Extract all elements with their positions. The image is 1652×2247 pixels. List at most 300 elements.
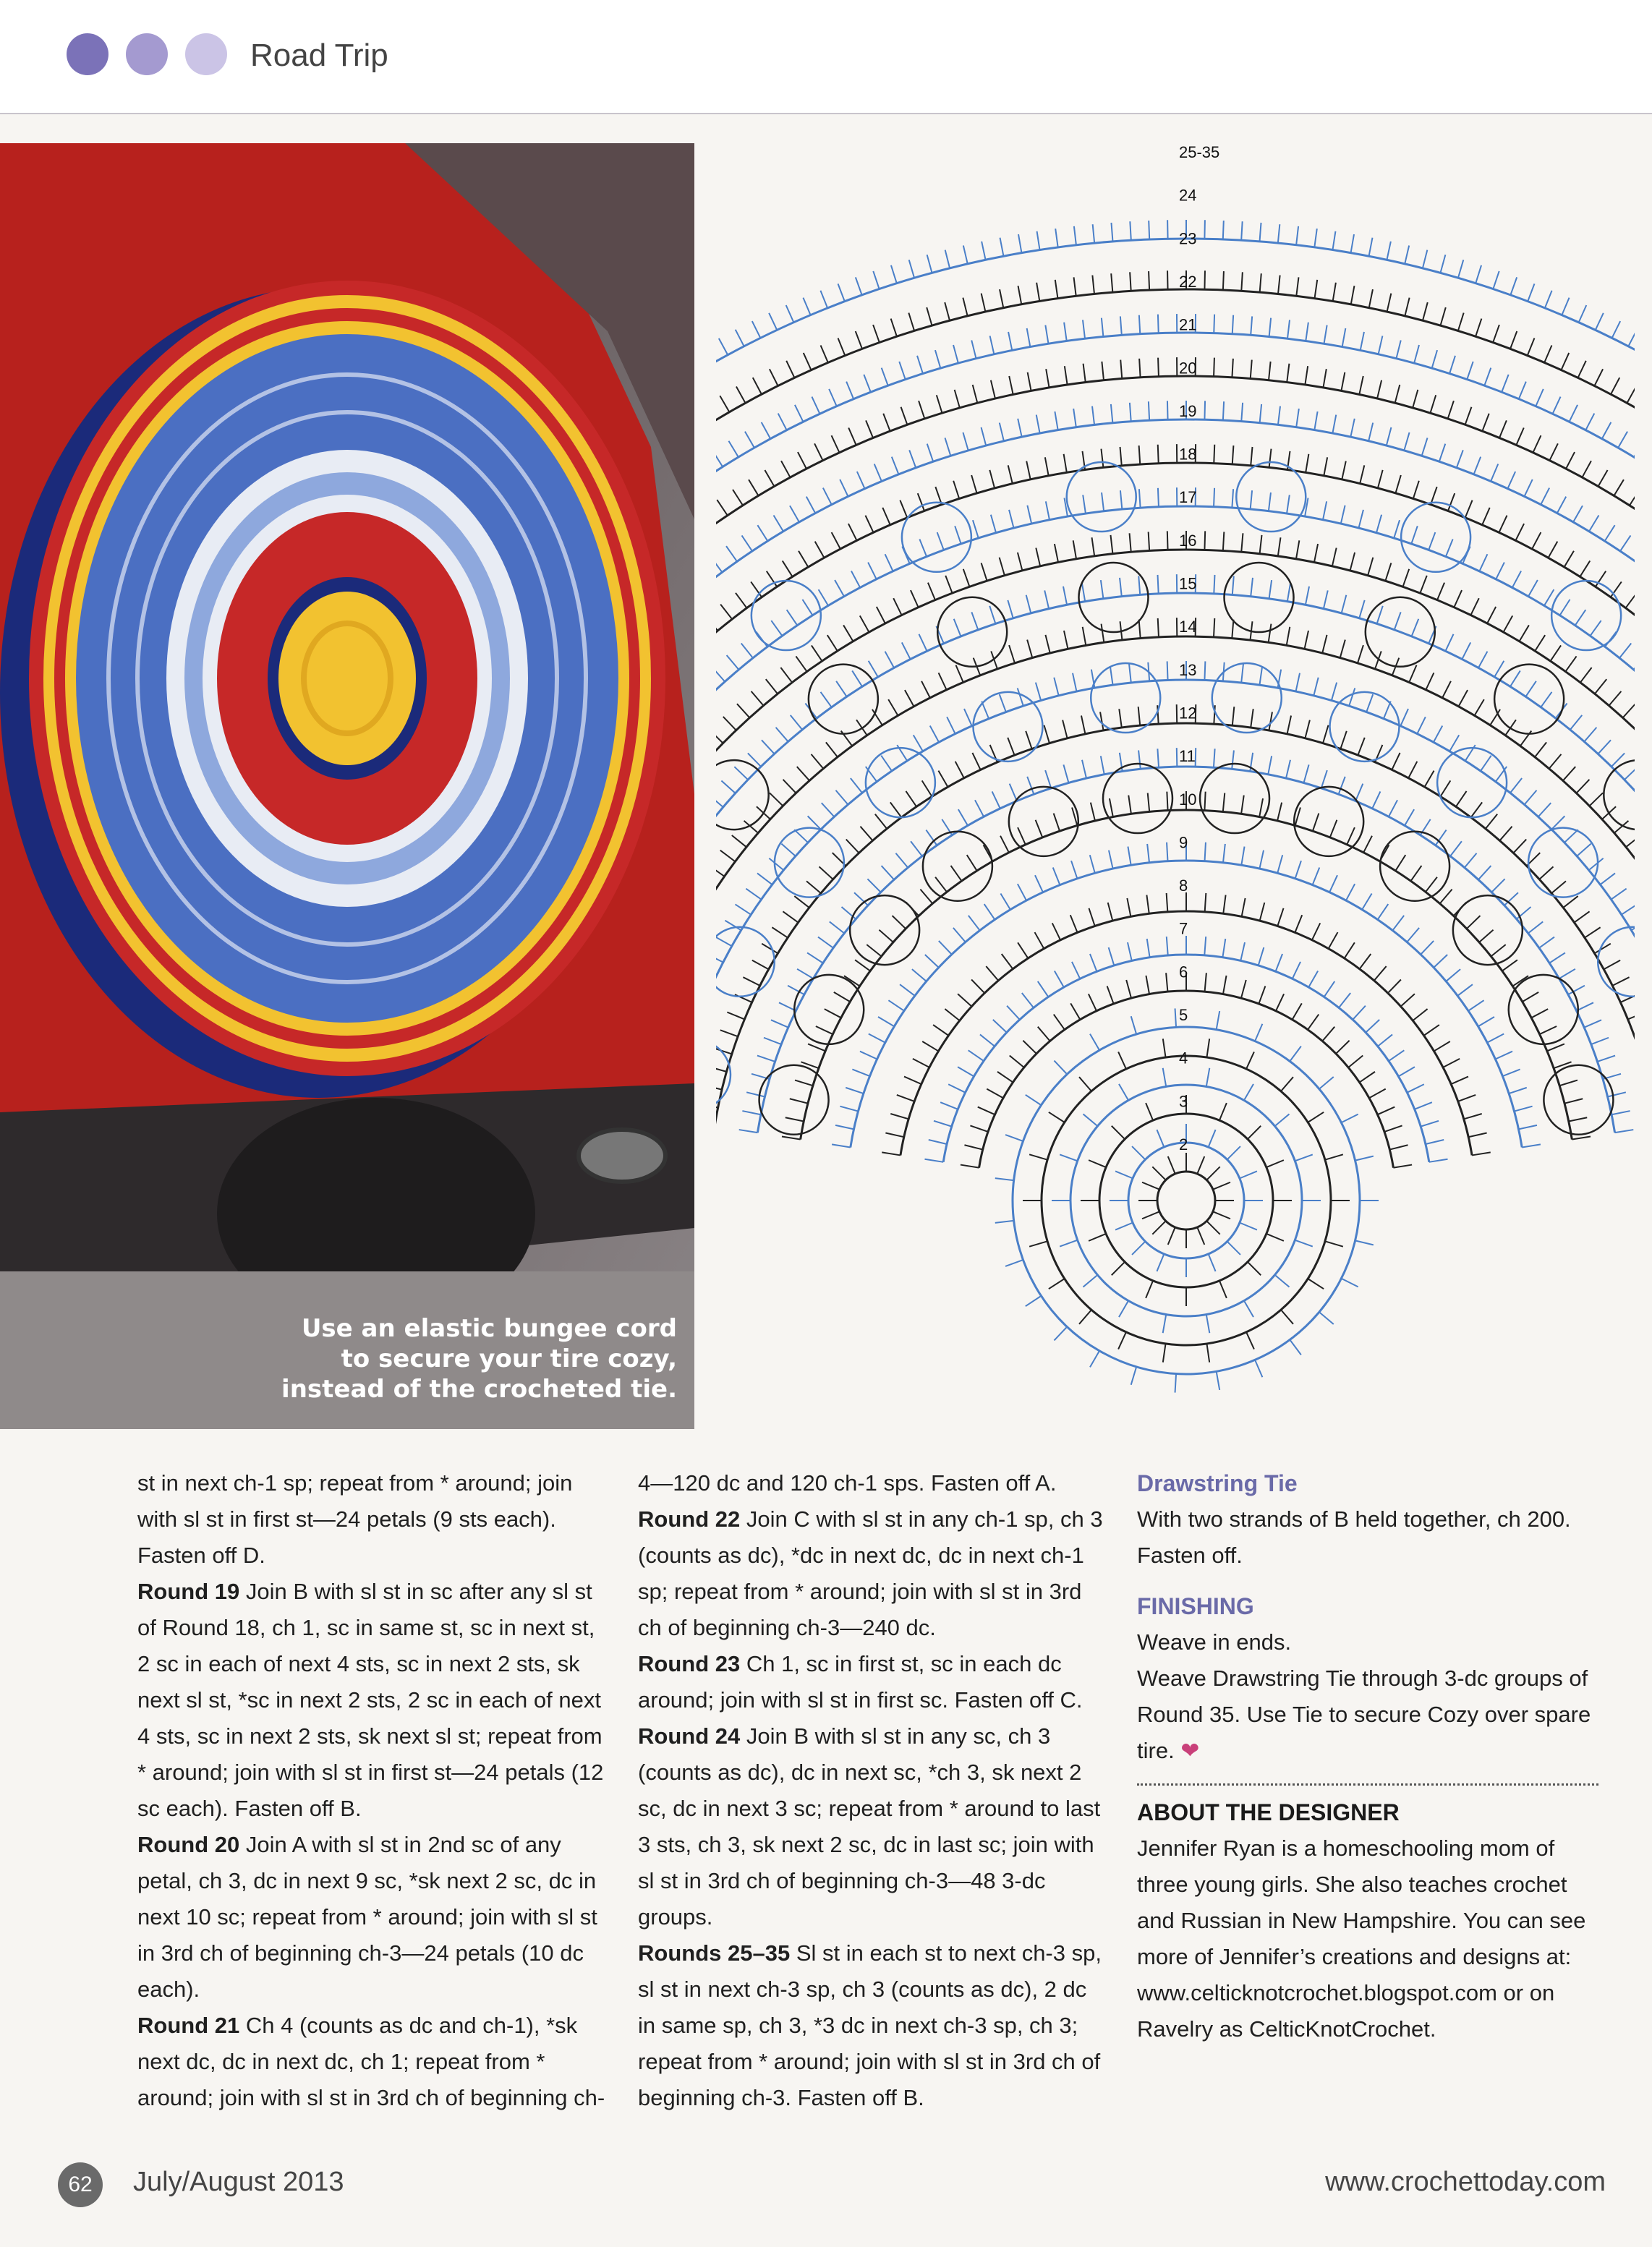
stitch-mark — [1374, 966, 1387, 981]
stitch-mark — [1368, 558, 1373, 576]
stitch-mark — [825, 1009, 841, 1018]
stitch-mark — [1232, 707, 1235, 725]
stitch-mark — [925, 955, 939, 968]
stitch-mark — [1559, 1080, 1578, 1086]
stitch-mark — [838, 283, 845, 301]
stitch-mark — [1277, 803, 1282, 821]
stitch-mark — [1611, 1111, 1630, 1114]
stitch-mark — [1083, 320, 1085, 338]
stitch-mark — [1547, 1044, 1564, 1051]
stitch-mark — [1130, 221, 1131, 240]
stitch-mark — [1308, 1015, 1319, 1030]
stitch-mark — [795, 405, 803, 422]
stitch-mark — [989, 470, 995, 488]
stitch-mark — [1305, 631, 1308, 649]
stitch-mark — [1578, 361, 1586, 378]
stitch-mark — [1519, 382, 1526, 399]
stitch-mark — [806, 881, 821, 893]
stitch-mark — [795, 1080, 813, 1086]
round-label: 9 — [1179, 833, 1188, 852]
stitch-mark — [927, 444, 933, 462]
stitch-mark — [1516, 428, 1523, 445]
stitch-mark — [1541, 692, 1551, 707]
stitch-mark — [1217, 1011, 1220, 1030]
stitch-mark — [1626, 835, 1635, 847]
stitch-mark — [1073, 540, 1076, 559]
stitch-mark — [1090, 954, 1097, 971]
stitch-mark — [1522, 1144, 1541, 1147]
stitch-mark — [963, 432, 968, 451]
stitch-mark — [1392, 753, 1400, 769]
stitch-mark — [1071, 861, 1077, 879]
stitch-mark — [1027, 777, 1034, 794]
stitch-mark — [785, 1117, 804, 1121]
stitch-mark — [1306, 587, 1309, 605]
round-23-text: Ch 1, sc in first st, sc in each dc around; join with sl st in first sc. Fasten off C. — [638, 1651, 1083, 1713]
stitch-mark — [1387, 294, 1392, 312]
stitch-mark — [851, 571, 860, 587]
stitch-mark — [1175, 1008, 1177, 1027]
stitch-mark — [1341, 1114, 1358, 1123]
stitch-mark — [806, 497, 815, 513]
stitch-mark — [860, 615, 869, 632]
stitch-mark — [967, 855, 977, 871]
round-20-paragraph — [137, 1827, 608, 2008]
stitch-mark — [919, 634, 927, 652]
stitch-mark — [717, 500, 727, 516]
round-label: 6 — [1179, 963, 1188, 981]
stitch-mark — [736, 593, 746, 608]
stitch-mark — [1241, 796, 1244, 814]
stitch-mark — [1063, 764, 1068, 783]
stitch-mark — [1314, 229, 1316, 247]
stitch-mark — [802, 600, 812, 615]
stitch-mark — [1206, 1167, 1219, 1180]
stitch-mark — [770, 793, 783, 806]
stitch-mark — [1227, 1242, 1240, 1255]
stitch-mark — [1507, 472, 1515, 489]
stitch-mark — [1290, 1340, 1301, 1355]
stitch-mark — [1426, 673, 1434, 690]
stitch-mark — [848, 428, 856, 445]
stitch-mark — [972, 753, 980, 769]
stitch-mark — [1007, 1006, 1020, 1020]
stitch-mark — [1626, 593, 1635, 608]
stitch-mark — [1570, 715, 1582, 730]
stitch-mark — [726, 546, 737, 561]
stitch-mark — [1598, 470, 1608, 487]
stitch-mark — [1000, 836, 1009, 853]
stitch-mark — [1138, 576, 1140, 595]
stitch-mark — [900, 984, 915, 996]
round-label: 16 — [1179, 531, 1197, 550]
stitch-mark — [1118, 1332, 1126, 1350]
stitch-mark — [1139, 315, 1140, 334]
stitch-mark — [885, 1133, 903, 1137]
about-designer-heading: ABOUT THE DESIGNER — [1137, 1799, 1400, 1825]
stitch-mark — [1329, 932, 1338, 949]
stitch-mark — [1614, 479, 1623, 495]
stitch-mark — [1551, 645, 1562, 661]
stitch-mark — [1269, 449, 1272, 468]
stitch-mark — [1255, 1360, 1262, 1377]
stitch-mark — [1545, 291, 1552, 308]
stitch-mark — [716, 866, 725, 877]
stitch-mark — [1502, 375, 1508, 392]
stitch-mark — [873, 325, 880, 342]
stitch-mark — [1260, 903, 1265, 921]
stitch-mark — [1168, 1156, 1175, 1174]
stitch-mark — [1564, 1099, 1583, 1103]
stitch-mark — [1479, 930, 1494, 942]
stitch-mark — [919, 401, 924, 419]
stitch-mark — [1209, 1254, 1216, 1271]
stitch-mark — [1478, 866, 1491, 879]
stitch-mark — [846, 382, 853, 399]
stitch-mark — [1278, 276, 1280, 294]
stitch-mark — [1421, 1121, 1439, 1127]
stitch-mark — [1028, 372, 1031, 391]
stitch-mark — [1557, 497, 1566, 513]
page-header — [0, 0, 1652, 113]
stitch-mark — [1525, 790, 1537, 805]
stitch-mark — [1528, 283, 1534, 301]
stitch-mark — [1481, 756, 1491, 771]
stitch-mark — [1482, 508, 1489, 525]
stitch-mark — [1232, 445, 1234, 464]
stitch-mark — [1378, 1034, 1392, 1046]
stitch-mark — [1120, 490, 1122, 509]
stitch-mark — [917, 356, 923, 374]
stitch-mark — [984, 904, 995, 919]
stitch-mark — [935, 350, 940, 368]
stitch-mark — [1570, 405, 1578, 422]
stitch-mark — [1446, 969, 1460, 981]
stitch-mark — [890, 1114, 908, 1119]
stitch-mark — [1278, 224, 1280, 243]
stitch-mark — [1350, 419, 1354, 437]
stitch-mark — [1378, 1107, 1395, 1115]
stitch-mark — [1439, 444, 1445, 462]
stitch-mark — [947, 717, 955, 733]
stitch-mark — [1595, 679, 1606, 694]
stitch-mark — [735, 904, 751, 914]
stitch-mark — [1360, 954, 1371, 969]
stitch-mark — [1072, 962, 1080, 978]
stitch-mark — [791, 715, 802, 730]
site-url[interactable]: www.crochettoday.com — [1325, 2167, 1606, 2197]
stitch-mark — [986, 966, 998, 981]
stitch-mark — [821, 692, 832, 707]
stitch-mark — [757, 525, 767, 541]
stitch-mark — [1287, 627, 1290, 646]
stitch-mark — [1126, 980, 1131, 998]
stitch-mark — [1036, 415, 1040, 434]
stitch-mark — [961, 1165, 979, 1168]
stitch-mark — [1241, 221, 1242, 240]
stitch-mark — [1241, 403, 1243, 422]
stitch-mark — [716, 616, 718, 631]
stitch-mark — [1399, 1067, 1415, 1076]
stitch-mark — [728, 441, 738, 457]
stitch-mark — [1090, 1351, 1099, 1368]
stitch-mark — [1308, 1279, 1324, 1289]
stitch-mark — [1532, 532, 1541, 549]
stitch-mark — [1631, 921, 1635, 930]
stitch-mark — [1549, 542, 1558, 558]
stitch-mark — [1083, 627, 1086, 646]
stitch-mark — [1515, 524, 1524, 540]
stitch-mark — [1128, 942, 1132, 960]
stitch-mark — [746, 1092, 765, 1096]
stitch-mark — [1232, 620, 1233, 639]
stitch-mark — [1582, 461, 1591, 477]
stitch-mark — [1458, 260, 1463, 278]
stitch-mark — [1052, 923, 1060, 939]
stitch-mark — [1269, 318, 1271, 337]
stitch-mark — [1107, 986, 1114, 1004]
stitch-mark — [1244, 1301, 1253, 1318]
stitch-mark — [1045, 457, 1049, 476]
stitch-mark — [1420, 576, 1426, 593]
stitch-mark — [1142, 1211, 1159, 1219]
stitch-mark — [1566, 452, 1575, 469]
petal-scallop — [716, 760, 769, 830]
stitch-mark — [971, 980, 984, 994]
stitch-mark — [1223, 532, 1224, 550]
stitch-mark — [1251, 316, 1252, 335]
stitch-mark — [1054, 1327, 1067, 1341]
stitch-mark — [1577, 1002, 1593, 1010]
stitch-mark — [1479, 554, 1487, 571]
stitch-mark — [971, 612, 978, 629]
stitch-mark — [1138, 750, 1141, 769]
petal-scallop — [1200, 764, 1269, 833]
stitch-mark — [753, 378, 762, 394]
stitch-mark — [1005, 1260, 1023, 1266]
stitch-mark — [1619, 644, 1631, 658]
stitch-mark — [1115, 1223, 1133, 1230]
stitch-mark — [1036, 548, 1040, 566]
stitch-mark — [1404, 432, 1409, 451]
stitch-mark — [1128, 796, 1131, 814]
stitch-mark — [1119, 1084, 1128, 1101]
stitch-mark — [1450, 841, 1462, 856]
round-label: 18 — [1179, 445, 1197, 464]
stitch-mark — [1074, 277, 1076, 296]
stitch-mark — [874, 464, 882, 482]
stitch-mark — [835, 580, 844, 597]
stitch-mark — [1269, 362, 1271, 380]
stitch-mark — [1266, 1234, 1284, 1241]
stitch-mark — [1110, 666, 1113, 685]
stitch-mark — [1163, 1039, 1166, 1057]
header-dot-1 — [67, 33, 108, 75]
petal-scallop — [1294, 787, 1363, 856]
stitch-mark — [1002, 954, 1013, 969]
stitch-mark — [971, 340, 976, 358]
stitch-mark — [945, 302, 950, 320]
stitch-mark — [846, 1088, 864, 1093]
stitch-mark — [1306, 454, 1308, 473]
stitch-mark — [1128, 847, 1131, 866]
stitch-mark — [819, 866, 833, 879]
stitch-mark — [1363, 836, 1372, 853]
stitch-mark — [1112, 1262, 1125, 1275]
stitch-mark — [716, 451, 723, 466]
stitch-mark — [716, 730, 723, 743]
stitch-mark — [1293, 962, 1300, 978]
stitch-mark — [1000, 894, 1010, 910]
stitch-mark — [1166, 973, 1167, 992]
stitch-mark — [995, 1221, 1014, 1223]
stitch-mark — [1611, 581, 1622, 597]
stitch-mark — [1584, 1020, 1601, 1027]
stitch-mark — [1323, 725, 1328, 743]
stitch-round-arc — [716, 239, 1635, 1050]
stitch-mark — [928, 583, 935, 600]
stitch-mark — [882, 508, 890, 525]
stitch-mark — [1018, 884, 1026, 900]
stitch-mark — [940, 1102, 958, 1109]
stitch-mark — [1600, 873, 1615, 884]
stitch-mark — [1281, 1077, 1293, 1091]
stitch-mark — [771, 621, 782, 636]
stitch-mark — [1424, 1025, 1439, 1036]
stitch-mark — [1596, 313, 1604, 331]
stitch-mark — [935, 877, 947, 892]
stitch-mark — [742, 1111, 760, 1114]
stitch-mark — [1332, 231, 1335, 250]
stitch-mark — [1471, 802, 1483, 817]
stitch-mark — [920, 890, 932, 904]
caption-line: to secure your tire cozy, — [341, 1344, 677, 1373]
stitch-mark — [1324, 981, 1335, 997]
stitch-mark — [1339, 993, 1350, 1007]
caption-line: instead of the crocheted tie. — [281, 1375, 677, 1404]
stitch-mark — [721, 780, 735, 793]
stitch-mark — [1512, 976, 1528, 986]
stitch-mark — [1241, 980, 1246, 998]
stitch-mark — [757, 1056, 775, 1062]
stitch-mark — [1018, 827, 1026, 845]
stitch-mark — [1355, 784, 1363, 801]
stitch-mark — [1259, 850, 1264, 869]
stitch-mark — [1411, 526, 1417, 544]
stitch-mark — [1158, 488, 1159, 507]
stitch-mark — [1029, 1241, 1047, 1246]
stitch-mark — [1395, 385, 1400, 403]
round-label: 10 — [1179, 790, 1197, 809]
stitch-mark — [1574, 911, 1589, 922]
stitch-mark — [1361, 332, 1364, 350]
stitch-mark — [1349, 688, 1355, 706]
petal-scallop — [1329, 692, 1399, 762]
stitch-mark — [913, 1059, 929, 1067]
stitch-mark — [980, 1034, 995, 1046]
stitch-mark — [838, 338, 846, 356]
stitch-mark — [739, 1130, 758, 1133]
tire-cozy-photo — [0, 143, 694, 1429]
stitch-mark — [991, 515, 996, 533]
stitch-mark — [881, 756, 892, 771]
stitch-mark — [1044, 590, 1049, 608]
photo-caption — [243, 1313, 677, 1404]
stitch-mark — [922, 780, 932, 796]
stitch-mark — [991, 380, 995, 398]
stitch-mark — [1064, 631, 1068, 649]
stitch-mark — [1037, 231, 1040, 250]
stitch-mark — [1296, 540, 1299, 559]
stitch-mark — [1204, 661, 1205, 680]
stitch-mark — [1321, 770, 1327, 788]
stitch-mark — [1241, 664, 1243, 683]
stitch-mark — [1120, 316, 1122, 335]
stitch-mark — [741, 644, 753, 658]
stitch-mark — [1022, 993, 1034, 1007]
stitch-mark — [875, 814, 887, 829]
stitch-mark — [1213, 1182, 1230, 1190]
stitch-mark — [1111, 404, 1112, 423]
stitch-mark — [1405, 298, 1409, 316]
stitch-mark — [982, 294, 986, 312]
petal-scallop — [1453, 895, 1523, 965]
stitch-mark — [1528, 921, 1543, 933]
stitch-mark — [1255, 1024, 1262, 1041]
stitch-mark — [840, 1107, 858, 1112]
finishing-heading: FINISHING — [1137, 1593, 1254, 1619]
round-label: 7 — [1179, 919, 1188, 938]
stitch-mark — [934, 1121, 952, 1127]
stitch-mark — [771, 1020, 788, 1027]
stitch-mark — [1541, 488, 1549, 505]
stitch-mark — [1368, 423, 1373, 441]
stitch-mark — [1266, 1160, 1284, 1167]
stitch-mark — [1457, 450, 1463, 467]
stitch-mark — [1251, 578, 1253, 597]
stitch-mark — [742, 535, 752, 551]
stitch-mark — [772, 927, 788, 937]
stitch-mark — [1152, 1167, 1165, 1180]
crochet-chart-diagram — [716, 137, 1635, 1439]
stitch-mark — [836, 681, 847, 697]
stitch-mark — [720, 605, 732, 619]
stitch-mark — [864, 375, 870, 392]
stitch-mark — [1223, 793, 1225, 812]
stitch-mark — [1540, 1026, 1557, 1034]
stitch-mark — [1528, 580, 1538, 597]
stitch-mark — [1138, 707, 1141, 725]
stitch-mark — [1387, 242, 1390, 260]
stitch-mark — [890, 802, 902, 817]
stitch-mark — [746, 889, 761, 900]
stitch-mark — [1213, 1211, 1230, 1219]
stitch-mark — [757, 873, 772, 884]
stitch-mark — [769, 858, 783, 870]
stitch-mark — [1539, 937, 1554, 948]
stitch-mark — [1219, 1281, 1227, 1298]
stitch-mark — [1549, 952, 1565, 963]
stitch-mark — [781, 844, 796, 856]
stitch-mark — [1341, 1279, 1358, 1287]
stitch-mark — [1269, 493, 1271, 511]
stitch-mark — [921, 681, 930, 698]
stitch-mark — [1158, 618, 1159, 637]
stitch-mark — [1580, 668, 1592, 683]
stitch-mark — [1260, 404, 1261, 423]
stitch-mark — [1584, 728, 1596, 742]
stitch-mark — [1054, 1015, 1065, 1030]
